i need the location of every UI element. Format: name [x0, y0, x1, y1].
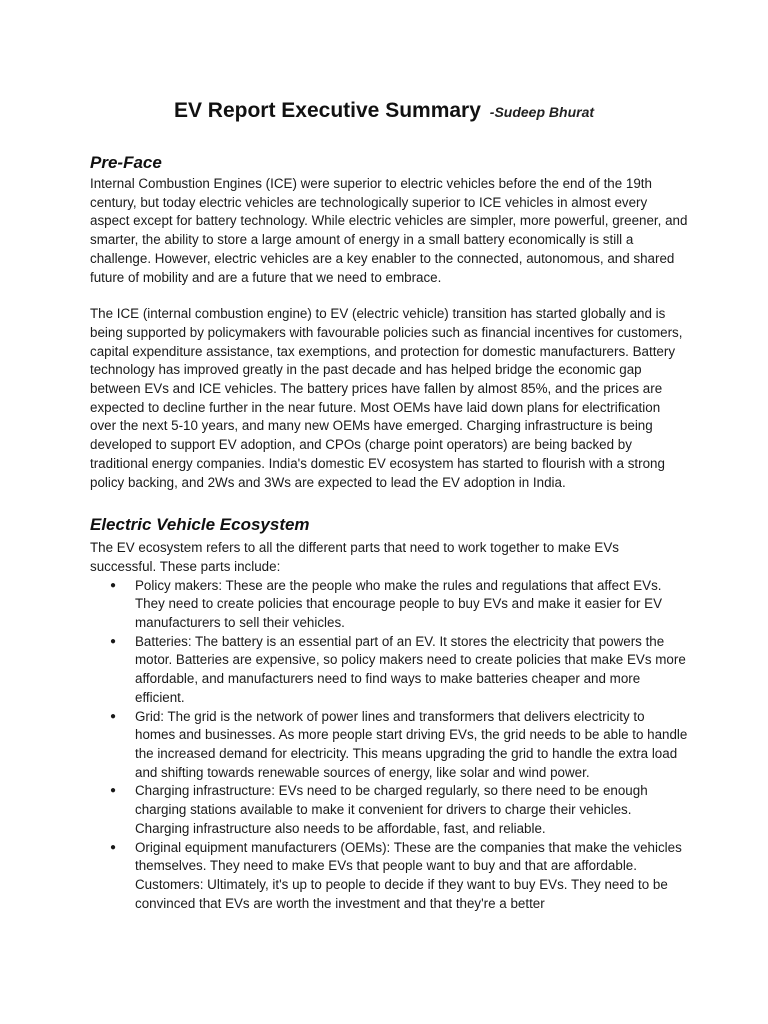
bullet-icon: ● [110, 579, 117, 591]
list-item [110, 577, 688, 633]
document-title [90, 92, 688, 126]
list-item-text: Grid: The grid is the network of power lines and transformers that delivers electricity to homes and businesses. As more people start driving EVs, the grid needs to be able to handle the increased demand for electricity. This means upgrading the grid to handle the extra load and shifting towards renewable sources of energy, like solar and wind power. [135, 708, 688, 780]
bullet-icon: ● [110, 841, 117, 853]
list-item-text: Batteries: The battery is an essential part of an EV. It stores the electricity that powers the motor. Batteries are expensive, so policy makers need to create policies that make EVs more affordable, and manufacturers need to find ways to make batteries cheaper and more efficient. [135, 633, 686, 705]
bullet-icon: ● [110, 710, 117, 722]
ecosystem-section [90, 514, 688, 913]
list-item [110, 708, 688, 783]
bullet-icon: ● [110, 785, 117, 797]
list-item-text: Charging infrastructure: EVs need to be charged regularly, so there need to be enough charging stations available to make it convenient for drivers to charge their vehicles. Charging infrastructure also needs to be affordable, fast, and reliable. [135, 783, 648, 836]
list-item-text: Policy makers: These are the people who make the rules and regulations that affect EVs. They need to create policies that encourage people to buy EVs and make it easier for EV manufacturers to sell their vehicles. [135, 577, 663, 631]
preface-paragraph-1: Internal Combustion Engines (ICE) were superior to electric vehicles before the end of the 19th century, but today electric vehicles are technologically superior to ICE vehicles in almost every aspect except for battery technology. While electric vehicles are simpler, more powerful, greener, and smarter, the ability to store a large amount of energy in a small battery economically is still a challenge. However, electric vehicles are a key enabler to the connected, autonomous, and shared future of mobility and are a future that we need to embrace. [90, 176, 688, 285]
list-item [110, 782, 688, 838]
ecosystem-heading: Electric Vehicle Ecosystem [90, 515, 310, 535]
title-text: EV Report Executive Summary [173, 99, 481, 122]
preface-section [90, 152, 688, 492]
list-item [110, 839, 688, 914]
ecosystem-intro: The EV ecosystem refers to all the different parts that need to work together to make EVs successful. These parts include: [90, 540, 619, 574]
list-item-text: Original equipment manufacturers (OEMs): These are the companies that make the vehicles themselves. They need to make EVs that people want to buy and that are affordable. Customers: Ultimately, it's up to people to decide if they want to buy EVs. They need to be convinced that EVs are worth the investment and that they're a better [135, 839, 682, 911]
author-byline: -Sudeep Bhurat [489, 104, 595, 120]
preface-heading: Pre-Face [90, 153, 162, 172]
ecosystem-bullet-list [90, 577, 688, 914]
bullet-icon: ● [110, 635, 117, 647]
list-item [110, 633, 688, 708]
preface-paragraph-2: The ICE (internal combustion engine) to EV (electric vehicle) transition has started globally and is being supported by policymakers with favourable policies such as financial incentives for customers, capital expenditure assistance, tax exemptions, and protection for domestic manufacturers. Battery technology has improved greatly in the past decade and has helped bridge the economic gap between EVs and ICE vehicles. The battery prices have fallen by almost 85%, and the prices are expected to decline further in the near future. Most OEMs have laid down plans for electrification over the next 5-10 years, and many new OEMs have emerged. Charging infrastructure is being developed to support EV adoption, and CPOs (charge point operators) are being backed by traditional energy companies. India's domestic EV ecosystem has started to flourish with a strong policy backing, and 2Ws and 3Ws are expected to lead the EV adoption in India. [90, 306, 683, 490]
